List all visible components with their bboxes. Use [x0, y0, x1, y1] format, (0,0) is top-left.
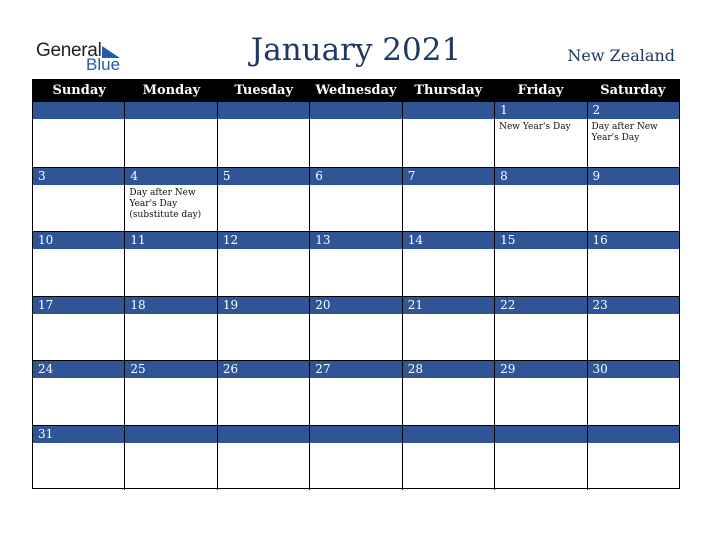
- day-number: 18: [125, 297, 216, 315]
- day-cell: [33, 102, 125, 167]
- day-cell: [495, 232, 587, 296]
- day-number: 12: [218, 232, 309, 250]
- day-cell: [218, 102, 310, 167]
- day-cell: [588, 232, 679, 296]
- day-number: [218, 102, 309, 120]
- day-cell: [588, 168, 679, 232]
- day-number: 9: [588, 168, 679, 186]
- day-number: 24: [33, 361, 124, 379]
- day-cell: [403, 232, 495, 296]
- weekday-header: [33, 80, 679, 102]
- day-number: 19: [218, 297, 309, 315]
- day-number: 4: [125, 168, 216, 186]
- day-number: 30: [588, 361, 679, 379]
- day-cell: [495, 426, 587, 490]
- calendar-week-row: [33, 102, 679, 167]
- day-number: 31: [33, 426, 124, 444]
- day-cell: [125, 361, 217, 425]
- day-number: 25: [125, 361, 216, 379]
- day-number: 7: [403, 168, 494, 186]
- day-cell: [403, 102, 495, 167]
- page-title: January 2021: [250, 32, 462, 68]
- day-cell: [588, 426, 679, 490]
- weekday-wednesday: Wednesday: [315, 83, 397, 98]
- day-cell: [125, 168, 217, 232]
- day-number: 11: [125, 232, 216, 250]
- day-cell: [33, 426, 125, 490]
- day-cell: [310, 297, 402, 361]
- day-cell: [33, 297, 125, 361]
- day-number: [403, 426, 494, 444]
- day-number: [495, 426, 586, 444]
- day-number: [33, 102, 124, 120]
- day-cell: [403, 168, 495, 232]
- day-number: 29: [495, 361, 586, 379]
- day-cell: [218, 168, 310, 232]
- weekday-tuesday: Tuesday: [234, 83, 293, 98]
- day-number: 23: [588, 297, 679, 315]
- day-cell: [310, 361, 402, 425]
- day-number: 17: [33, 297, 124, 315]
- day-number: 21: [403, 297, 494, 315]
- day-number: 10: [33, 232, 124, 250]
- holiday-label: Day after New Year's Day: [591, 122, 658, 143]
- day-number: 1: [495, 102, 586, 120]
- day-number: 27: [310, 361, 401, 379]
- day-cell: [588, 102, 679, 167]
- day-number: 22: [495, 297, 586, 315]
- holiday-label: Day after New Year's Day (substitute day): [129, 187, 202, 220]
- country-label: New Zealand: [567, 46, 675, 65]
- day-cell: [495, 297, 587, 361]
- day-cell: [125, 102, 217, 167]
- day-number: 20: [310, 297, 401, 315]
- day-cell: [218, 426, 310, 490]
- day-cell: [495, 168, 587, 232]
- day-number: [125, 102, 216, 120]
- calendar-week-row: [33, 231, 679, 296]
- day-number: 16: [588, 232, 679, 250]
- day-cell: [33, 232, 125, 296]
- day-cell: [33, 361, 125, 425]
- day-number: 13: [310, 232, 401, 250]
- day-cell: [495, 102, 587, 167]
- calendar-week-row: [33, 296, 679, 361]
- day-cell: [403, 297, 495, 361]
- day-cell: [310, 102, 402, 167]
- weekday-thursday: Thursday: [414, 83, 483, 98]
- day-cell: [125, 297, 217, 361]
- logo-text-general: General: [36, 40, 102, 61]
- day-number: [310, 102, 401, 120]
- day-number: [125, 426, 216, 444]
- calendar-grid: [32, 79, 680, 489]
- day-cell: [33, 168, 125, 232]
- day-cell: [588, 297, 679, 361]
- calendar-week-row: [33, 360, 679, 425]
- day-cell: [588, 361, 679, 425]
- day-cell: [310, 426, 402, 490]
- day-cell: [218, 297, 310, 361]
- weekday-monday: Monday: [142, 83, 201, 98]
- day-number: [218, 426, 309, 444]
- weekday-saturday: Saturday: [600, 83, 666, 98]
- day-number: 26: [218, 361, 309, 379]
- day-cell: [218, 361, 310, 425]
- weekday-sunday: Sunday: [52, 83, 106, 98]
- day-number: 5: [218, 168, 309, 186]
- calendar-weeks: [33, 102, 679, 490]
- day-number: 3: [33, 168, 124, 186]
- day-number: [588, 426, 679, 444]
- calendar-week-row: [33, 167, 679, 232]
- day-cell: [310, 168, 402, 232]
- day-number: 2: [588, 102, 679, 120]
- holiday-label: New Year's Day: [499, 122, 571, 132]
- day-cell: [125, 232, 217, 296]
- day-cell: [495, 361, 587, 425]
- day-number: 15: [495, 232, 586, 250]
- day-number: [310, 426, 401, 444]
- day-number: 6: [310, 168, 401, 186]
- logo-text-blue: Blue: [86, 55, 121, 74]
- day-number: [403, 102, 494, 120]
- day-cell: [403, 426, 495, 490]
- day-cell: [125, 426, 217, 490]
- day-cell: [218, 232, 310, 296]
- day-cell: [310, 232, 402, 296]
- day-number: 28: [403, 361, 494, 379]
- weekday-friday: Friday: [517, 83, 564, 98]
- day-cell: [403, 361, 495, 425]
- day-number: 8: [495, 168, 586, 186]
- calendar-week-row: [33, 425, 679, 490]
- day-number: 14: [403, 232, 494, 250]
